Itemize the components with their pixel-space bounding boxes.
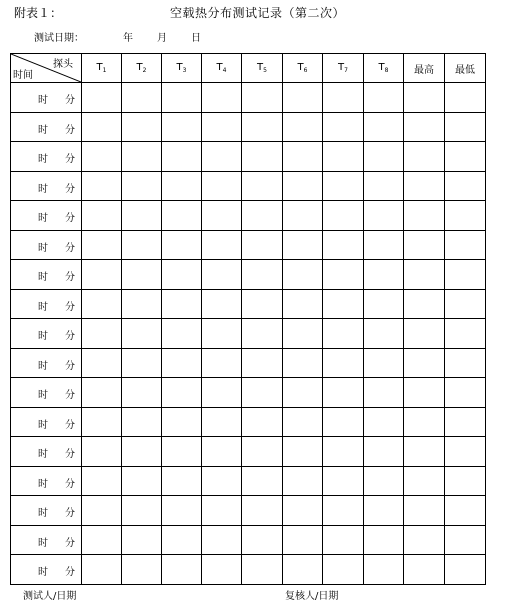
- hour-label: 时: [38, 154, 48, 165]
- time-cell: [11, 319, 82, 349]
- time-cell: [11, 230, 82, 260]
- reading-cell: [323, 171, 364, 201]
- hour-label: 时: [38, 95, 48, 106]
- reading-cell: [445, 407, 486, 437]
- reading-cell: [323, 142, 364, 172]
- reading-cell: [404, 171, 445, 201]
- reading-cell: [202, 83, 242, 113]
- reading-cell: [404, 319, 445, 349]
- table-row: [11, 142, 486, 172]
- reading-cell: [242, 466, 283, 496]
- reading-cell: [283, 260, 323, 290]
- reading-cell: [122, 496, 162, 526]
- hour-label: 时: [38, 301, 48, 313]
- reading-cell: [202, 348, 242, 378]
- time-cell: [11, 289, 82, 319]
- probe-number: 8: [384, 67, 389, 74]
- table-row: [11, 555, 486, 585]
- reading-cell: [202, 201, 242, 231]
- reading-cell: [162, 289, 202, 319]
- reading-cell: [323, 83, 364, 113]
- reading-cell: [364, 260, 404, 290]
- reading-cell: [404, 201, 445, 231]
- reading-cell: [202, 555, 242, 585]
- table-row: [11, 496, 486, 526]
- reading-cell: [323, 230, 364, 260]
- minute-label: 分: [65, 95, 75, 106]
- reading-cell: [445, 112, 486, 142]
- reading-cell: [82, 378, 122, 408]
- reading-cell: [283, 466, 323, 496]
- hour-label: 时: [38, 242, 48, 254]
- reading-cell: [82, 348, 122, 378]
- test-date-label: 测试日期：: [34, 33, 84, 44]
- reading-cell: [82, 319, 122, 349]
- reading-cell: [122, 555, 162, 585]
- table-row: [11, 83, 486, 113]
- reading-cell: [242, 289, 283, 319]
- reading-cell: [283, 112, 323, 142]
- minute-label: 分: [65, 449, 75, 460]
- reading-cell: [122, 83, 162, 113]
- table-row: [11, 171, 486, 201]
- time-cell: [11, 466, 82, 496]
- reading-cell: [364, 112, 404, 142]
- probe-header-t3: [162, 54, 202, 83]
- probe-letter: T: [176, 62, 183, 73]
- probe-letter: T: [216, 62, 223, 73]
- reading-cell: [242, 142, 283, 172]
- reading-cell: [82, 437, 122, 467]
- reading-cell: [283, 319, 323, 349]
- reading-cell: [122, 466, 162, 496]
- reading-cell: [242, 555, 283, 585]
- heat-distribution-table: [10, 53, 486, 585]
- table-row: [11, 230, 486, 260]
- reading-cell: [162, 407, 202, 437]
- reading-cell: [364, 289, 404, 319]
- reading-cell: [202, 407, 242, 437]
- reading-cell: [323, 496, 364, 526]
- reading-cell: [283, 171, 323, 201]
- probe-letter: T: [338, 62, 345, 73]
- reading-cell: [122, 289, 162, 319]
- reviewer-signature-label: 复核人/日期: [285, 591, 339, 602]
- probe-letter: T: [136, 62, 143, 73]
- reading-cell: [82, 230, 122, 260]
- minute-label: 分: [65, 124, 75, 136]
- reading-cell: [82, 260, 122, 290]
- time-cell: [11, 83, 82, 113]
- reading-cell: [323, 289, 364, 319]
- table-row: [11, 319, 486, 349]
- reading-cell: [122, 525, 162, 555]
- reading-cell: [202, 142, 242, 172]
- time-cell: [11, 171, 82, 201]
- reading-cell: [122, 201, 162, 231]
- reading-cell: [283, 201, 323, 231]
- minute-label: 分: [65, 301, 75, 313]
- probe-header-t6: [283, 54, 323, 83]
- time-cell: [11, 407, 82, 437]
- reading-cell: [364, 378, 404, 408]
- hour-label: 时: [38, 449, 48, 460]
- reading-cell: [242, 230, 283, 260]
- reading-cell: [242, 496, 283, 526]
- reading-cell: [82, 142, 122, 172]
- reading-cell: [445, 525, 486, 555]
- reading-cell: [364, 201, 404, 231]
- reading-cell: [162, 112, 202, 142]
- reading-cell: [364, 466, 404, 496]
- reading-cell: [404, 142, 445, 172]
- hour-label: 时: [38, 183, 48, 195]
- reading-cell: [445, 142, 486, 172]
- reading-cell: [162, 466, 202, 496]
- minute-label: 分: [65, 360, 75, 372]
- hour-label: 时: [38, 537, 48, 549]
- reading-cell: [404, 378, 445, 408]
- reading-cell: [82, 525, 122, 555]
- reading-cell: [242, 319, 283, 349]
- reading-cell: [364, 525, 404, 555]
- time-cell: [11, 525, 82, 555]
- reading-cell: [364, 437, 404, 467]
- reading-cell: [404, 525, 445, 555]
- reading-cell: [242, 260, 283, 290]
- time-cell: [11, 437, 82, 467]
- reading-cell: [445, 437, 486, 467]
- reading-cell: [202, 378, 242, 408]
- minute-label: 分: [65, 478, 75, 490]
- reading-cell: [162, 555, 202, 585]
- reading-cell: [364, 407, 404, 437]
- probe-letter: T: [378, 62, 385, 73]
- reading-cell: [202, 230, 242, 260]
- month-label: 月: [157, 33, 167, 44]
- hour-label: 时: [38, 360, 48, 372]
- reading-cell: [82, 171, 122, 201]
- reading-cell: [445, 348, 486, 378]
- hour-label: 时: [38, 213, 48, 224]
- reading-cell: [162, 171, 202, 201]
- time-cell: [11, 348, 82, 378]
- reading-cell: [404, 260, 445, 290]
- reading-cell: [202, 289, 242, 319]
- probe-header-t8: [364, 54, 404, 83]
- reading-cell: [122, 230, 162, 260]
- reading-cell: [404, 555, 445, 585]
- probe-letter: T: [257, 62, 264, 73]
- reading-cell: [323, 319, 364, 349]
- reading-cell: [323, 437, 364, 467]
- minute-label: 分: [65, 419, 75, 431]
- reading-cell: [404, 466, 445, 496]
- probe-number: 2: [142, 67, 147, 74]
- corner-header-cell: [11, 54, 82, 83]
- table-row: [11, 378, 486, 408]
- reading-cell: [445, 496, 486, 526]
- reading-cell: [162, 378, 202, 408]
- reading-cell: [323, 348, 364, 378]
- time-cell: [11, 112, 82, 142]
- max-header-cell: 最高: [404, 54, 445, 83]
- reading-cell: [283, 83, 323, 113]
- table-row: [11, 437, 486, 467]
- hour-label: 时: [38, 419, 48, 431]
- reading-cell: [445, 171, 486, 201]
- tester-signature-label: 测试人/日期: [23, 591, 77, 602]
- reading-cell: [323, 525, 364, 555]
- reading-cell: [404, 289, 445, 319]
- table-row: [11, 112, 486, 142]
- hour-label: 时: [38, 390, 48, 401]
- hour-label: 时: [38, 331, 48, 342]
- minute-label: 分: [65, 537, 75, 549]
- page-title: 空载热分布测试记录（第二次）: [170, 6, 346, 20]
- reading-cell: [364, 319, 404, 349]
- table-row: [11, 289, 486, 319]
- reading-cell: [122, 112, 162, 142]
- reading-cell: [445, 201, 486, 231]
- time-cell: [11, 201, 82, 231]
- minute-label: 分: [65, 242, 75, 254]
- reading-cell: [162, 142, 202, 172]
- reading-cell: [242, 171, 283, 201]
- table-row: [11, 201, 486, 231]
- day-label: 日: [191, 33, 201, 44]
- reading-cell: [323, 466, 364, 496]
- reading-cell: [445, 83, 486, 113]
- time-cell: [11, 496, 82, 526]
- time-cell: [11, 260, 82, 290]
- reading-cell: [202, 319, 242, 349]
- reading-cell: [242, 525, 283, 555]
- reading-cell: [283, 142, 323, 172]
- reading-cell: [122, 260, 162, 290]
- reading-cell: [82, 407, 122, 437]
- reading-cell: [162, 437, 202, 467]
- reading-cell: [202, 525, 242, 555]
- reading-cell: [445, 555, 486, 585]
- table-row: [11, 466, 486, 496]
- reading-cell: [122, 171, 162, 201]
- reading-cell: [162, 230, 202, 260]
- reading-cell: [283, 525, 323, 555]
- reading-cell: [122, 142, 162, 172]
- probe-number: 4: [222, 67, 227, 74]
- reading-cell: [445, 230, 486, 260]
- reading-cell: [162, 496, 202, 526]
- reading-cell: [404, 112, 445, 142]
- reading-cell: [202, 112, 242, 142]
- reading-cell: [162, 260, 202, 290]
- reading-cell: [82, 289, 122, 319]
- reading-cell: [323, 555, 364, 585]
- reading-cell: [364, 496, 404, 526]
- hour-label: 时: [38, 272, 48, 283]
- reading-cell: [162, 525, 202, 555]
- reading-cell: [283, 555, 323, 585]
- reading-cell: [323, 378, 364, 408]
- reading-cell: [202, 466, 242, 496]
- reading-cell: [404, 83, 445, 113]
- hour-label: 时: [38, 508, 48, 519]
- minute-label: 分: [65, 154, 75, 165]
- reading-cell: [82, 83, 122, 113]
- minute-label: 分: [65, 272, 75, 283]
- attachment-label: 附表１：: [14, 6, 63, 20]
- table-row: [11, 260, 486, 290]
- reading-cell: [404, 437, 445, 467]
- reading-cell: [122, 378, 162, 408]
- reading-cell: [202, 171, 242, 201]
- reading-cell: [283, 348, 323, 378]
- reading-cell: [323, 407, 364, 437]
- reading-cell: [242, 378, 283, 408]
- probe-number: 5: [263, 67, 267, 74]
- minute-label: 分: [65, 331, 75, 342]
- reading-cell: [122, 348, 162, 378]
- reading-cell: [82, 555, 122, 585]
- probe-header-t7: [323, 54, 364, 83]
- probe-number: 3: [182, 67, 187, 74]
- probe-header-t1: [82, 54, 122, 83]
- reading-cell: [122, 437, 162, 467]
- reading-cell: [242, 83, 283, 113]
- reading-cell: [162, 348, 202, 378]
- minute-label: 分: [65, 213, 75, 224]
- reading-cell: [364, 555, 404, 585]
- reading-cell: [404, 407, 445, 437]
- reading-cell: [162, 319, 202, 349]
- reading-cell: [122, 319, 162, 349]
- time-cell: [11, 555, 82, 585]
- min-header-cell: 最低: [445, 54, 486, 83]
- reading-cell: [445, 260, 486, 290]
- reading-cell: [82, 466, 122, 496]
- probe-number: 1: [102, 67, 107, 74]
- reading-cell: [364, 171, 404, 201]
- table-row: [11, 525, 486, 555]
- hour-label: 时: [38, 567, 48, 578]
- hour-label: 时: [38, 478, 48, 490]
- reading-cell: [283, 437, 323, 467]
- probe-header-label: 探头: [53, 59, 73, 70]
- reading-cell: [82, 496, 122, 526]
- reading-cell: [162, 83, 202, 113]
- hour-label: 时: [38, 124, 48, 136]
- reading-cell: [323, 260, 364, 290]
- reading-cell: [404, 348, 445, 378]
- probe-number: 7: [344, 67, 348, 74]
- reading-cell: [202, 496, 242, 526]
- reading-cell: [162, 201, 202, 231]
- probe-header-t5: [242, 54, 283, 83]
- reading-cell: [283, 378, 323, 408]
- reading-cell: [364, 142, 404, 172]
- table-row: [11, 348, 486, 378]
- minute-label: 分: [65, 183, 75, 195]
- reading-cell: [445, 319, 486, 349]
- reading-cell: [82, 201, 122, 231]
- reading-cell: [242, 112, 283, 142]
- minute-label: 分: [65, 508, 75, 519]
- reading-cell: [445, 378, 486, 408]
- reading-cell: [404, 496, 445, 526]
- reading-cell: [445, 289, 486, 319]
- reading-cell: [283, 230, 323, 260]
- reading-cell: [283, 289, 323, 319]
- minute-label: 分: [65, 567, 75, 578]
- reading-cell: [242, 348, 283, 378]
- reading-cell: [122, 407, 162, 437]
- minute-label: 分: [65, 390, 75, 401]
- probe-letter: T: [96, 62, 103, 73]
- probe-header-t2: [122, 54, 162, 83]
- reading-cell: [242, 407, 283, 437]
- reading-cell: [364, 230, 404, 260]
- probe-number: 6: [303, 67, 308, 74]
- reading-cell: [283, 407, 323, 437]
- reading-cell: [323, 201, 364, 231]
- time-cell: [11, 378, 82, 408]
- time-header-label: 时间: [13, 70, 33, 81]
- probe-header-t4: [202, 54, 242, 83]
- probe-letter: T: [297, 62, 304, 73]
- reading-cell: [404, 230, 445, 260]
- reading-cell: [202, 260, 242, 290]
- reading-cell: [202, 437, 242, 467]
- reading-cell: [242, 201, 283, 231]
- reading-cell: [283, 496, 323, 526]
- time-cell: [11, 142, 82, 172]
- year-label: 年: [123, 33, 133, 44]
- reading-cell: [242, 437, 283, 467]
- reading-cell: [445, 466, 486, 496]
- reading-cell: [323, 112, 364, 142]
- reading-cell: [82, 112, 122, 142]
- table-row: [11, 407, 486, 437]
- reading-cell: [364, 348, 404, 378]
- reading-cell: [364, 83, 404, 113]
